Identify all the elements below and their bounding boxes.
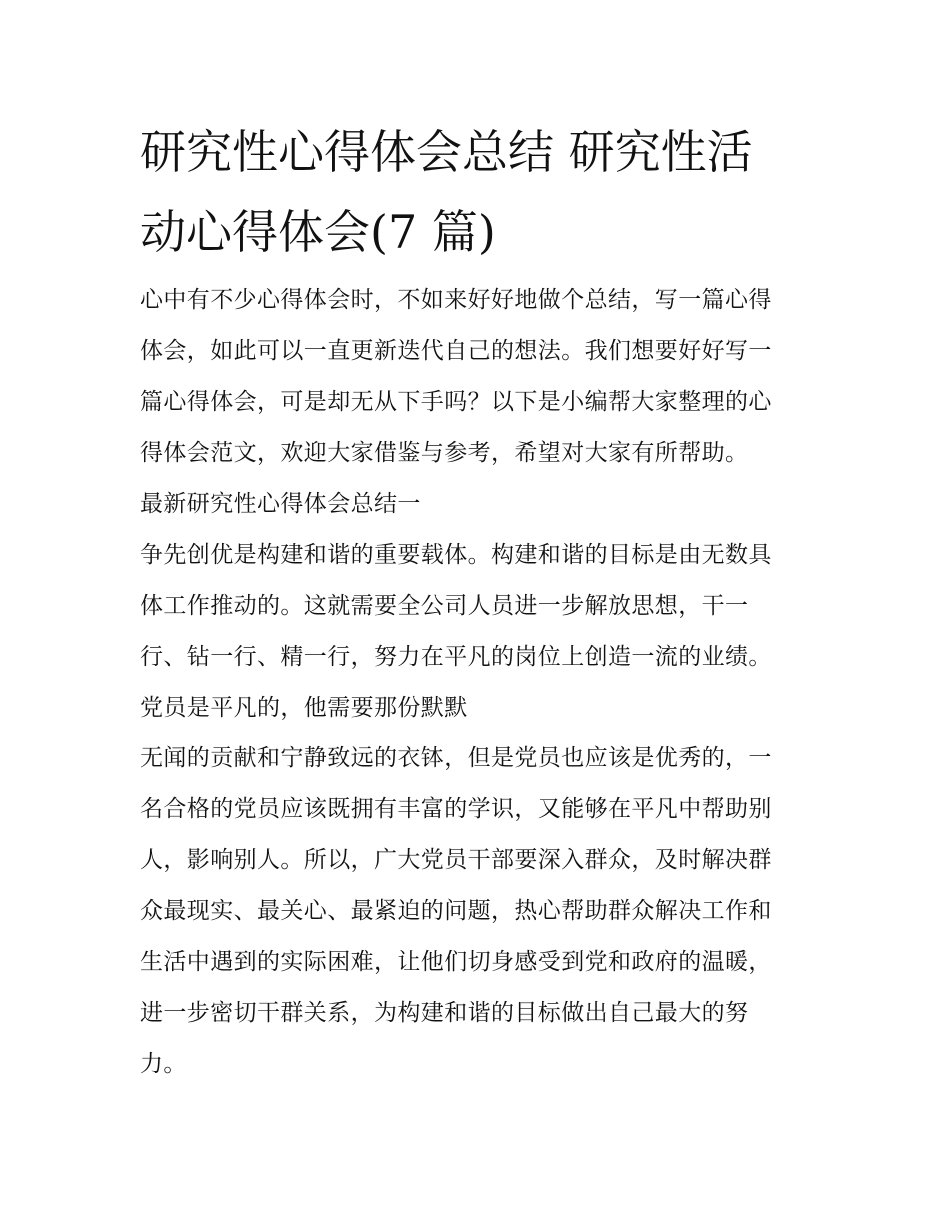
paragraph-line: 进一步密切干群关系，为构建和谐的目标做出自己最大的努 (140, 1000, 749, 1026)
intro-paragraph (140, 275, 820, 479)
paragraph-line: 生活中遇到的实际困难，让他们切身感受到党和政府的温暖， (140, 949, 772, 975)
intro-line: 心中有不少心得体会时，不如来好好地做个总结，写一篇心得 (140, 287, 772, 313)
paragraph-line: 众最现实、最关心、最紧迫的问题，热心帮助群众解决工作和 (140, 898, 772, 924)
paragraph-line: 行、钻一行、精一行，努力在平凡的岗位上创造一流的业绩。 (140, 644, 772, 670)
paragraph-line: 争先创优是构建和谐的重要载体。构建和谐的目标是由无数具 (140, 542, 772, 568)
paragraph-1 (140, 530, 820, 734)
paragraph-line: 人，影响别人。所以，广大党员干部要深入群众，及时解决群 (140, 847, 772, 873)
title-line: 动心得体会(7 篇) (140, 205, 496, 259)
section-heading (140, 479, 820, 530)
section-heading-text: 最新研究性心得体会总结一 (140, 491, 421, 517)
intro-line: 篇心得体会，可是却无从下手吗？以下是小编帮大家整理的心 (140, 389, 772, 415)
document-title (140, 112, 820, 272)
intro-line: 得体会范文，欢迎大家借鉴与参考，希望对大家有所帮助。 (140, 440, 749, 466)
intro-line: 体会，如此可以一直更新迭代自己的想法。我们想要好好写一 (140, 338, 772, 364)
paragraph-2 (140, 733, 820, 1090)
paragraph-line: 体工作推动的。这就需要全公司人员进一步解放思想，干一 (140, 593, 749, 619)
paragraph-line: 力。 (140, 1051, 187, 1077)
title-line: 研究性心得体会总结 研究性活 (140, 125, 753, 179)
paragraph-line: 名合格的党员应该既拥有丰富的学识，又能够在平凡中帮助别 (140, 796, 772, 822)
paragraph-line: 党员是平凡的，他需要那份默默 (140, 695, 468, 721)
paragraph-line: 无闻的贡献和宁静致远的衣钵，但是党员也应该是优秀的，一 (140, 745, 772, 771)
